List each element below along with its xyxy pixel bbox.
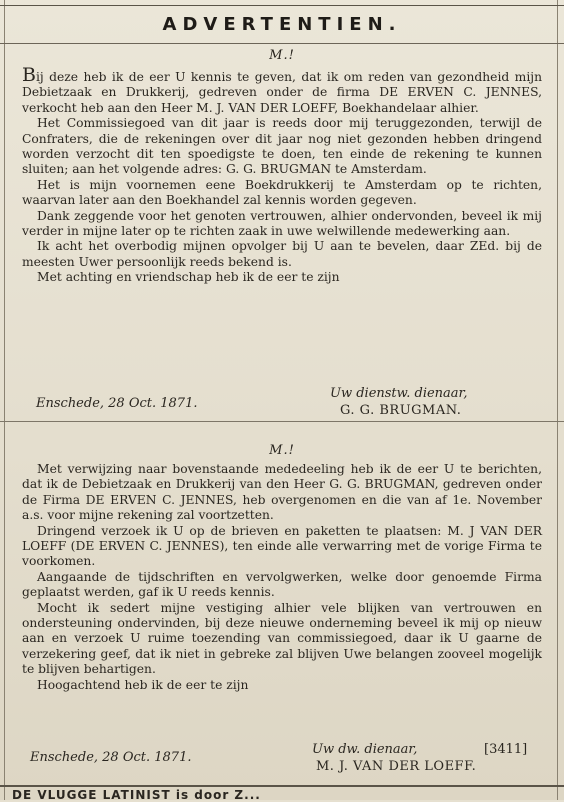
letter2-paragraph: Met verwijzing naar bovenstaande mededeeling heb ik de eer U te berichten, dat ik de Debietzaak en Drukkerij van den Heer G. G. BRUGMAN, gedreven onder de Firma DE ERVEN C. JENNES, heb overgenomen en die van af 1e. November a.s. voor mijne rekening zal voortzetten. [22,462,542,523]
right-column-rule [557,0,558,800]
letter1-paragraph: Dank zeggende voor het genoten vertrouwen, alhier ondervonden, beveel ik mij verder in mijne later op te richten zaak in uwe welwillende medewerking aan. [22,208,542,239]
letter1-paragraph: Ik acht het overbodig mijnen opvolger bij U aan te bevelen, daar ZEd. bij de meesten Uwer persoonlijk reeds bekend is. [22,239,542,269]
left-column-rule [4,0,5,800]
letter2-closing: Uw dw. dienaar, [312,742,418,757]
letter1-paragraph: Het is mijn voornemen eene Boekdrukkerij te Amsterdam op te richten, waarvan later aan den Boekhandel zal kennis worden gegeven. [22,177,542,208]
letter1-paragraph: Het Commissiegoed van dit jaar is reeds door mij teruggezonden, terwijl de Confraters, die de rekeningen over dit jaar nog niet gezonden hebben dringend worden verzocht dit ten spoedigste te doen, ten einde de rekening te kunnen sluiten; aan het volgende adres: G. G. BRUGMAN te Amsterdam. [22,116,542,177]
letter2-paragraph: Hoogachtend heb ik de eer te zijn [37,677,249,692]
letter2-salutation: M.! [269,443,295,458]
letter2-body [22,462,542,693]
letter1-place-date: Enschede, 28 Oct. 1871. [36,396,198,411]
letter1-closing: Uw dienstw. dienaar, [330,386,468,401]
letter2-paragraph: Dringend verzoek ik U op de brieven en paketten te plaatsen: M. J VAN DER LOEFF (DE ERVEN C. JENNES), ten einde alle verwarring met de vorige Firma te voorkomen. [22,523,542,569]
bottom-rule [0,785,564,787]
letter1-paragraph: Bij deze heb ik de eer U kennis te geven, dat ik om reden van gezondheid mijn Debietzaak en Drukkerij, gedreven onder de firma DE ERVEN C. JENNES, verkocht heb aan den Heer M. J. VAN DER LOEFF, Boekhandelaar alhier. [22,64,542,115]
letter2-paragraph: Mocht ik sedert mijne vestiging alhier vele blijken van vertrouwen en ondersteuning ondervinden, bij deze nieuwe onderneming beveel ik mij op nieuw aan en verzoek U ruime toezending van commissiegoed, daar ik U gaarne de verzekering geef, dat ik niet in gebreke zal blijven Uwe belangen zooveel mogelijk te blijven behartigen. [22,600,542,677]
letter2-place-date: Enschede, 28 Oct. 1871. [30,750,192,765]
letter1-salutation: M.! [269,48,295,63]
heading-rule [0,43,564,44]
top-rule [0,5,564,6]
letter1-signature: G. G. BRUGMAN. [340,403,462,418]
section-divider [0,421,564,422]
letter1-paragraph: Met achting en vriendschap heb ik de eer te zijn [37,270,340,285]
section-heading: ADVERTENTIEN. [162,14,402,35]
letter2-ref-number: [3411] [484,742,528,757]
letter2-paragraph: Aangaande de tijdschriften en vervolgwerken, welke door genoemde Firma geplaatst werden, gaf ik U reeds kennis. [22,569,542,600]
next-advertisement-fragment: DE VLUGGE LATINIST is door Z... [12,788,261,802]
letter1-body [22,64,542,286]
letter2-signature: M. J. VAN DER LOEFF. [316,759,477,774]
